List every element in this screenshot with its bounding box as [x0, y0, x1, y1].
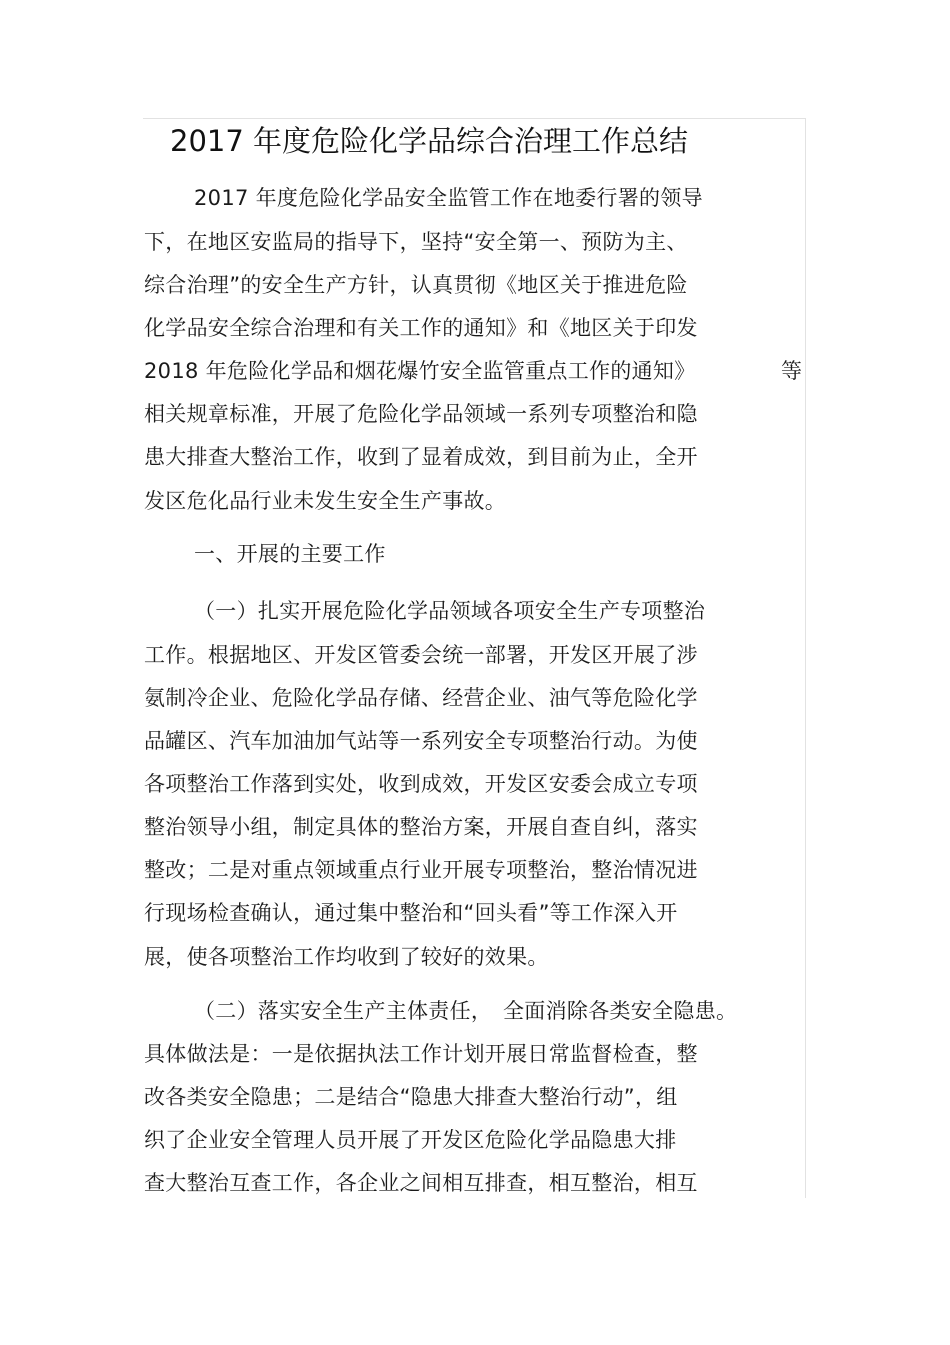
- paragraph-line: 2017 年度危险化学品安全监管工作在地委行署的领导: [194, 186, 703, 210]
- paragraph-line: 整治领导小组，制定具体的整治方案，开展自查自纠，落实: [144, 815, 698, 839]
- section-heading: 一、开展的主要工作: [194, 542, 386, 566]
- paragraph-line: 改各类安全隐患；二是结合“隐患大排查大整治行动”，组: [144, 1085, 678, 1109]
- paragraph-line: 品罐区、汽车加油加气站等一系列安全专项整治行动。为使: [144, 729, 698, 753]
- trailing-word: 等: [781, 359, 802, 383]
- paragraph-line: 氨制冷企业、危险化学品存储、经营企业、油气等危险化学: [144, 686, 698, 710]
- paragraph-line: 综合治理”的安全生产方针，认真贯彻《地区关于推进危险: [144, 273, 688, 297]
- paragraph-line: 发区危化品行业未发生安全生产事故。: [144, 489, 507, 513]
- paragraph-line: 织了企业安全管理人员开展了开发区危险化学品隐患大排: [144, 1128, 677, 1152]
- paragraph-line: 2018 年危险化学品和烟花爆竹安全监管重点工作的通知》: [144, 359, 696, 383]
- paragraph-line: 展，使各项整治工作均收到了较好的效果。: [144, 945, 549, 969]
- paragraph-line: 具体做法是：一是依据执法工作计划开展日常监督检查，整: [144, 1042, 698, 1066]
- paragraph-line: 查大整治互查工作，各企业之间相互排查，相互整治，相互: [144, 1171, 698, 1195]
- paragraph-line: （二）落实安全生产主体责任， 全面消除各类安全隐患。: [194, 999, 738, 1023]
- paragraph-line: 工作。根据地区、开发区管委会统一部署，开发区开展了涉: [144, 643, 698, 667]
- paragraph-line: 化学品安全综合治理和有关工作的通知》和《地区关于印发: [144, 316, 698, 340]
- paragraph-line: 患大排查大整治工作，收到了显着成效，到目前为止，全开: [144, 445, 698, 469]
- paragraph-line: 整改；二是对重点领域重点行业开展专项整治，整治情况进: [144, 858, 698, 882]
- paragraph-line: 下，在地区安监局的指导下，坚持“安全第一、预防为主、: [144, 230, 688, 254]
- paragraph-line: 行现场检查确认，通过集中整治和“回头看”等工作深入开: [144, 901, 678, 925]
- paragraph-line: （一）扎实开展危险化学品领域各项安全生产专项整治: [194, 599, 706, 623]
- paragraph-line: 各项整治工作落到实处，收到成效，开发区安委会成立专项: [144, 772, 698, 796]
- document-title: 2017 年度危险化学品综合治理工作总结: [170, 124, 689, 158]
- paragraph-line: 相关规章标准，开展了危险化学品领域一系列专项整治和隐: [144, 402, 698, 426]
